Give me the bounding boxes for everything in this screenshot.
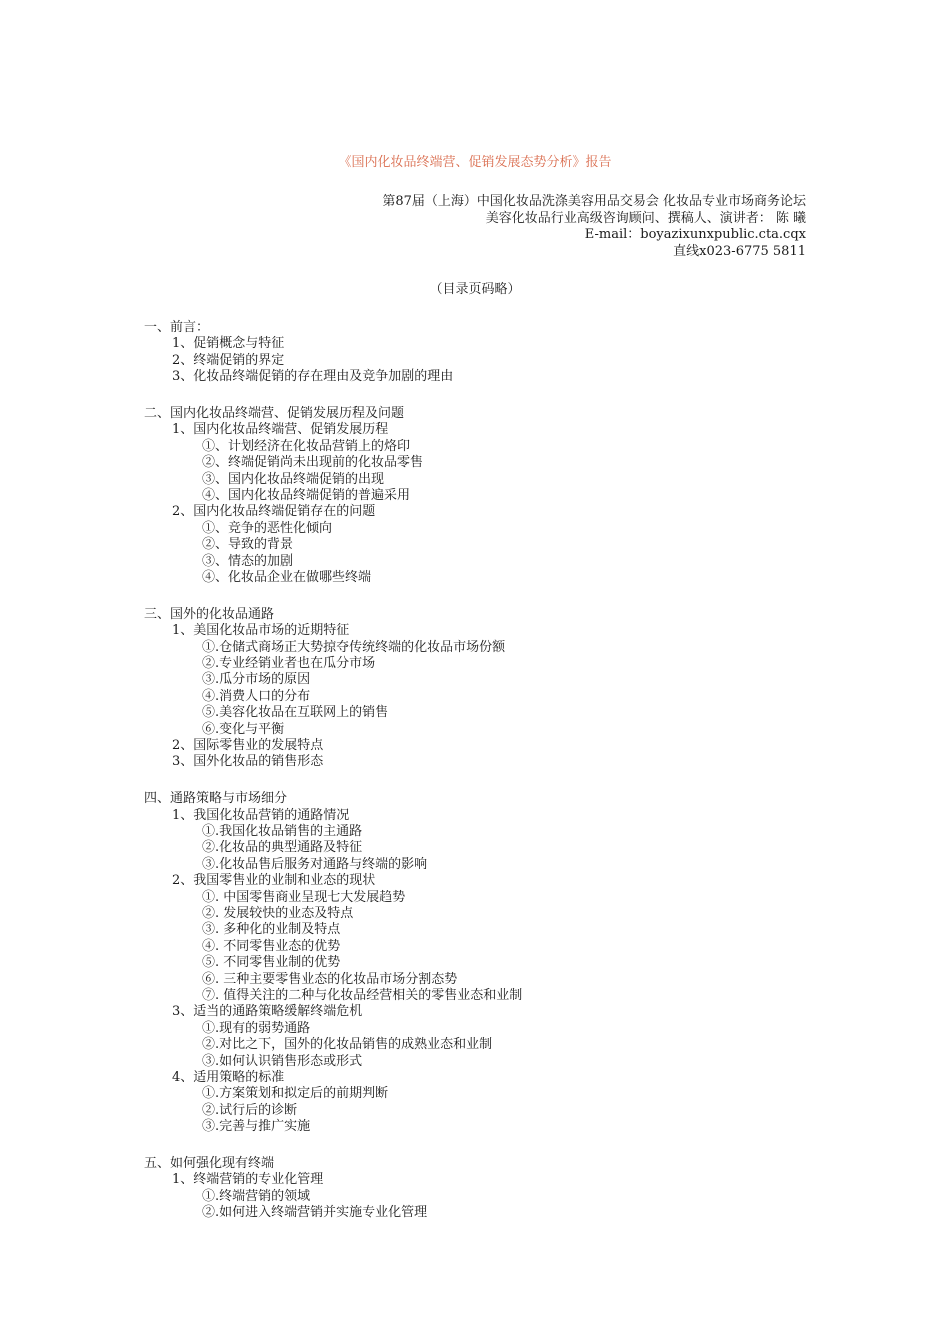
toc-subitem: ⑤.美容化妆品在互联网上的销售 <box>202 705 389 721</box>
toc-note: （目录页码略） <box>429 282 521 297</box>
toc-subitem: ①.现有的弱势通路 <box>202 1020 311 1036</box>
toc-subitem: ③、国内化妆品终端促销的出现 <box>202 471 385 487</box>
toc-item: 2、国内化妆品终端促销存在的问题 <box>172 504 376 520</box>
toc-section <box>144 607 844 771</box>
meta-event: 第87届（上海）中国化妆品洗涤美容用品交易会 化妆品专业市场商务论坛 <box>382 194 806 209</box>
section-heading: 一、前言： <box>144 320 210 335</box>
toc-item: 3、化妆品终端促销的存在理由及竞争加剧的理由 <box>172 369 454 385</box>
section-heading: 二、国内化妆品终端营、促销发展历程及问题 <box>144 406 405 422</box>
toc-item: 1、促销概念与特征 <box>172 336 285 352</box>
toc-subitem: ⑦. 值得关注的二种与化妆品经营相关的零售业态和业制 <box>202 987 523 1003</box>
toc-item: 1、国内化妆品终端营、促销发展历程 <box>172 422 389 438</box>
section-heading: 三、国外的化妆品通路 <box>144 606 275 622</box>
toc-subitem: ①、竞争的恶性化倾向 <box>202 520 333 536</box>
author-info <box>382 194 806 260</box>
toc-item: 3、国外化妆品的销售形态 <box>172 754 324 770</box>
toc-item: 3、适当的通路策略缓解终端危机 <box>172 1004 363 1020</box>
report-title: 《国内化妆品终端营、促销发展态势分析》报告 <box>338 155 612 170</box>
toc-item: 1、终端营销的专业化管理 <box>172 1172 324 1188</box>
toc-subitem: ③.完善与推广实施 <box>202 1119 311 1135</box>
toc-subitem: ④. 不同零售业态的优势 <box>202 938 341 954</box>
section-heading: 五、如何强化现有终端 <box>144 1155 275 1171</box>
meta-phone: 直线x023-6775 5811 <box>673 243 806 259</box>
meta-email: E-mail：boyazixunxpublic.cta.cqx <box>584 227 806 242</box>
toc-subitem: ②.试行后的诊断 <box>202 1102 298 1118</box>
toc-subitem: ④、国内化妆品终端促销的普遍采用 <box>202 488 411 504</box>
toc-subitem: ④、化妆品企业在做哪些终端 <box>202 569 372 585</box>
toc-subitem: ⑥. 三种主要零售业态的化妆品市场分割态势 <box>202 971 458 987</box>
toc-subitem: ③.如何认识销售形态或形式 <box>202 1053 363 1069</box>
toc-subitem: ②、终端促销尚未出现前的化妆品零售 <box>202 455 424 471</box>
toc-subitem: ②.专业经销业者也在瓜分市场 <box>202 656 376 672</box>
toc-subitem: ②.对比之下，国外的化妆品销售的成熟业态和业制 <box>202 1037 493 1053</box>
toc-section <box>144 406 844 586</box>
toc-subitem: ①.终端营销的领域 <box>202 1188 311 1204</box>
toc-subitem: ③.瓜分市场的原因 <box>202 672 311 688</box>
section-heading: 四、通路策略与市场细分 <box>144 791 288 807</box>
toc-item: 1、我国化妆品营销的通路情况 <box>172 807 350 823</box>
toc-subitem: ①. 中国零售商业呈现七大发展趋势 <box>202 889 406 905</box>
toc-subitem: ⑥.变化与平衡 <box>202 721 285 737</box>
toc-subitem: ②.如何进入终端营销并实施专业化管理 <box>202 1205 428 1221</box>
toc-item: 2、我国零售业的业制和业态的现状 <box>172 873 376 889</box>
toc-item: 2、国际零售业的发展特点 <box>172 737 324 753</box>
toc-subitem: ①.方案策划和拟定后的前期判断 <box>202 1086 389 1102</box>
toc-subitem: ①.我国化妆品销售的主通路 <box>202 824 363 840</box>
toc-section <box>144 320 844 386</box>
toc-subitem: ②.化妆品的典型通路及特征 <box>202 840 363 856</box>
table-of-contents <box>144 320 844 1242</box>
toc-item: 4、适用策略的标准 <box>172 1069 285 1085</box>
toc-subitem: ①.仓储式商场正大势掠夺传统终端的化妆品市场份额 <box>202 639 506 655</box>
toc-item: 1、美国化妆品市场的近期特征 <box>172 623 350 639</box>
toc-subitem: ③.化妆品售后服务对通路与终端的影响 <box>202 856 428 872</box>
toc-subitem: ③. 多种化的业制及特点 <box>202 922 341 938</box>
toc-subitem: ④.消费人口的分布 <box>202 688 311 704</box>
toc-item: 2、终端促销的界定 <box>172 352 285 368</box>
toc-subitem: ③、情态的加剧 <box>202 553 294 569</box>
toc-section <box>144 791 844 1135</box>
toc-subitem: ②、导致的背景 <box>202 537 294 553</box>
toc-subitem: ⑤. 不同零售业制的优势 <box>202 955 341 971</box>
meta-author: 美容化妆品行业高级咨询顾问、撰稿人、演讲者： 陈 曦 <box>485 210 806 226</box>
toc-subitem: ②. 发展较快的业态及特点 <box>202 906 354 921</box>
toc-section <box>144 1156 844 1222</box>
toc-subitem: ①、计划经济在化妆品营销上的烙印 <box>202 438 411 454</box>
